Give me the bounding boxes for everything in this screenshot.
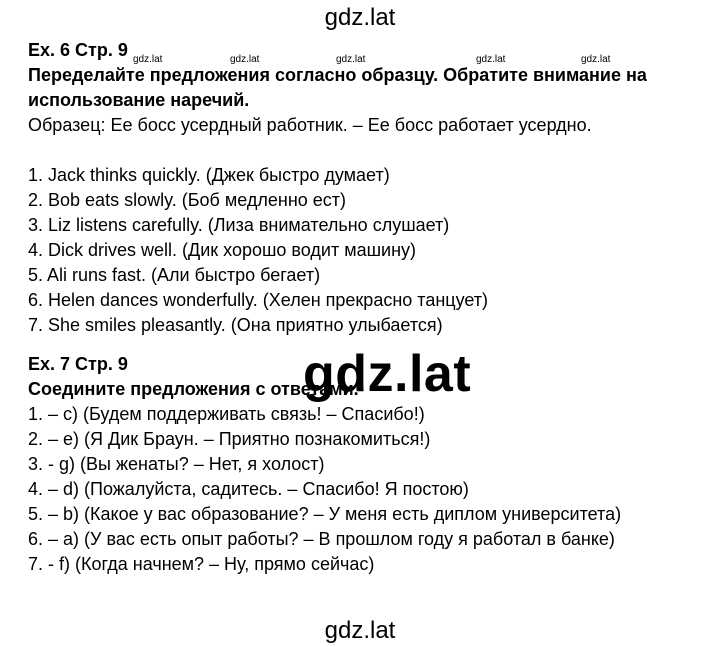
ex6-instruction-line2: использование наречий. <box>28 90 250 110</box>
watermark-small: gdz.lat <box>476 54 506 65</box>
list-item: 3. - g) (Вы женаты? – Нет, я холост) <box>28 454 325 474</box>
list-item: 6. – a) (У вас есть опыт работы? – В прошлом году я работал в банке) <box>28 529 615 549</box>
ex6-example: Образец: Ее босс усердный работник. – Ее босс работает усердно. <box>28 115 592 135</box>
list-item: 3. Liz listens carefully. (Лиза внимательно слушает) <box>28 215 450 235</box>
list-item: 1. Jack thinks quickly. (Джек быстро думает) <box>28 165 390 185</box>
list-item: 2. – e) (Я Дик Браун. – Приятно познакомиться!) <box>28 429 431 449</box>
ex7-instruction: Соедините предложения с ответами. <box>28 379 359 399</box>
ex6-heading: Ex. 6 Стр. 9 <box>28 40 128 60</box>
watermark-top: gdz.lat <box>324 4 396 31</box>
watermark-bottom: gdz.lat <box>324 617 396 644</box>
watermark-small: gdz.lat <box>230 54 260 65</box>
ex7-heading: Ex. 7 Стр. 9 <box>28 354 128 374</box>
list-item: 5. – b) (Какое у вас образование? – У меня есть диплом университета) <box>28 504 622 524</box>
ex6-list <box>28 163 712 338</box>
ex6-instruction-line1: Переделайте предложения согласно образцу. Обратите внимание на <box>28 65 647 85</box>
watermark-small: gdz.lat <box>581 54 611 65</box>
list-item: 4. Dick drives well. (Дик хорошо водит машину) <box>28 240 417 260</box>
watermark-big: gdz.lat <box>303 345 472 403</box>
watermark-small: gdz.lat <box>133 54 163 65</box>
watermark-small: gdz.lat <box>336 54 366 65</box>
list-item: 1. – c) (Будем поддерживать связь! – Спасибо!) <box>28 404 425 424</box>
list-item: 4. – d) (Пожалуйста, садитесь. – Спасибо! Я постою) <box>28 479 469 499</box>
document-body <box>28 38 712 577</box>
list-item: 6. Helen dances wonderfully. (Хелен прекрасно танцует) <box>28 290 489 310</box>
list-item: 5. Ali runs fast. (Али быстро бегает) <box>28 265 321 285</box>
ex7-list <box>28 402 712 577</box>
list-item: 2. Bob eats slowly. (Боб медленно ест) <box>28 190 347 210</box>
list-item: 7. - f) (Когда начнем? – Ну, прямо сейчас) <box>28 554 375 574</box>
list-item: 7. She smiles pleasantly. (Она приятно улыбается) <box>28 315 443 335</box>
